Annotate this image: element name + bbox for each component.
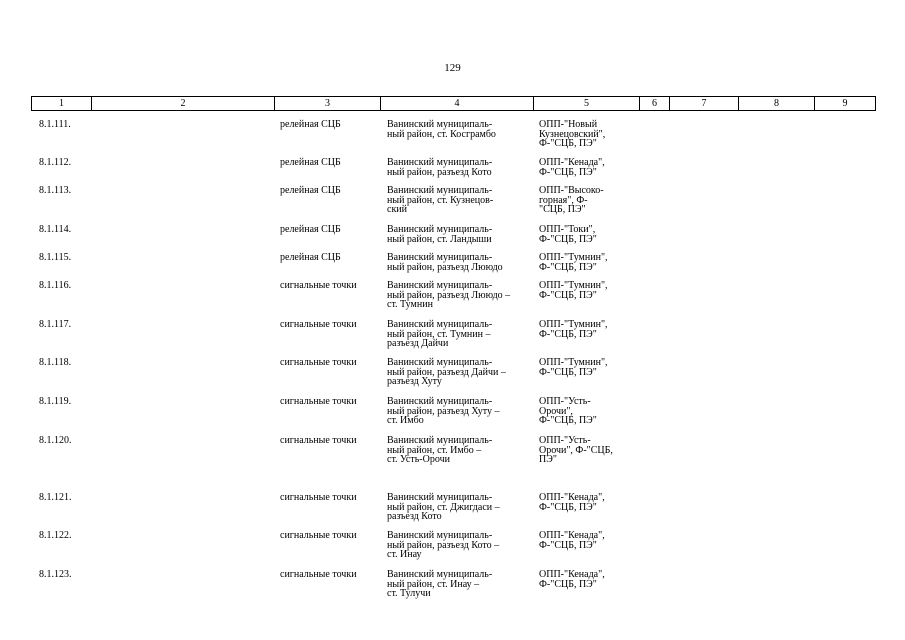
object-location: Ванинский муниципаль- ный район, ст. Имбо – ст. Усть-Орочи [387,435,493,465]
object-owner: ОПП-"Тумнин", Ф-"СЦБ, ПЭ" [539,319,608,340]
object-type: сигнальные точки [280,492,357,503]
object-location: Ванинский муниципаль- ный район, разъезд Кото – ст. Инау [387,530,500,560]
object-type: сигнальные точки [280,319,357,330]
object-owner: ОПП-"Усть- Орочи", Ф-"СЦБ, ПЭ" [539,396,597,426]
column-header-2: 2 [92,97,275,110]
row-number: 8.1.115. [39,252,72,263]
column-header-6: 6 [640,97,670,110]
row-number: 8.1.114. [39,224,72,235]
object-location: Ванинский муниципаль- ный район, ст. Кузнецов- ский [387,185,494,215]
row-number: 8.1.119. [39,396,72,407]
column-header-4: 4 [381,97,534,110]
object-owner: ОПП-"Усть- Орочи", Ф-"СЦБ, ПЭ" [539,435,613,465]
object-type: сигнальные точки [280,280,357,291]
row-number: 8.1.118. [39,357,72,368]
object-location: Ванинский муниципаль- ный район, ст. Ландыши [387,224,493,245]
row-number: 8.1.120. [39,435,72,446]
row-number: 8.1.121. [39,492,72,503]
table-header [31,96,876,111]
object-owner: ОПП-"Высоко- горная", Ф- "СЦБ, ПЭ" [539,185,604,215]
object-location: Ванинский муниципаль- ный район, ст. Джигдаси – разъезд Кото [387,492,500,522]
column-header-8: 8 [739,97,815,110]
object-type: сигнальные точки [280,396,357,407]
object-owner: ОПП-"Кенада", Ф-"СЦБ, ПЭ" [539,492,605,513]
object-owner: ОПП-"Тумнин", Ф-"СЦБ, ПЭ" [539,357,608,378]
object-type: релейная СЦБ [280,157,341,168]
object-location: Ванинский муниципаль- ный район, разъезд Кото [387,157,493,178]
object-location: Ванинский муниципаль- ный район, разъезд Лююдо [387,252,503,273]
object-location: Ванинский муниципаль- ный район, ст. Инау – ст. Тулучи [387,569,493,599]
object-owner: ОПП-"Кенада", Ф-"СЦБ, ПЭ" [539,530,605,551]
object-type: релейная СЦБ [280,224,341,235]
object-type: сигнальные точки [280,357,357,368]
column-header-3: 3 [275,97,381,110]
object-location: Ванинский муниципаль- ный район, ст. Косграмбо [387,119,496,140]
object-type: релейная СЦБ [280,185,341,196]
object-owner: ОПП-"Тумнин", Ф-"СЦБ, ПЭ" [539,252,608,273]
row-number: 8.1.123. [39,569,72,580]
object-type: сигнальные точки [280,435,357,446]
object-owner: ОПП-"Кенада", Ф-"СЦБ, ПЭ" [539,157,605,178]
page-number: 129 [444,62,461,74]
object-location: Ванинский муниципаль- ный район, разъезд Лююдо – ст. Тумнин [387,280,511,310]
object-location: Ванинский муниципаль- ный район, разъезд Хуту – ст. Имбо [387,396,500,426]
column-header-5: 5 [534,97,640,110]
row-number: 8.1.113. [39,185,72,196]
column-header-1: 1 [32,97,92,110]
object-type: релейная СЦБ [280,119,341,130]
row-number: 8.1.116. [39,280,72,291]
object-owner: ОПП-"Новый Кузнецовский", Ф-"СЦБ, ПЭ" [539,119,606,149]
object-owner: ОПП-"Кенада", Ф-"СЦБ, ПЭ" [539,569,605,590]
row-number: 8.1.117. [39,319,72,330]
row-number: 8.1.112. [39,157,72,168]
row-number: 8.1.111. [39,119,71,130]
object-type: сигнальные точки [280,530,357,541]
object-location: Ванинский муниципаль- ный район, ст. Тумнин – разъезд Дайчи [387,319,493,349]
row-number: 8.1.122. [39,530,72,541]
object-location: Ванинский муниципаль- ный район, разъезд Дайчи – разъезд Хуту [387,357,506,387]
object-owner: ОПП-"Токи", Ф-"СЦБ, ПЭ" [539,224,597,245]
object-type: сигнальные точки [280,569,357,580]
object-owner: ОПП-"Тумнин", Ф-"СЦБ, ПЭ" [539,280,608,301]
object-type: релейная СЦБ [280,252,341,263]
column-header-9: 9 [842,98,848,109]
column-header-7: 7 [670,97,739,110]
